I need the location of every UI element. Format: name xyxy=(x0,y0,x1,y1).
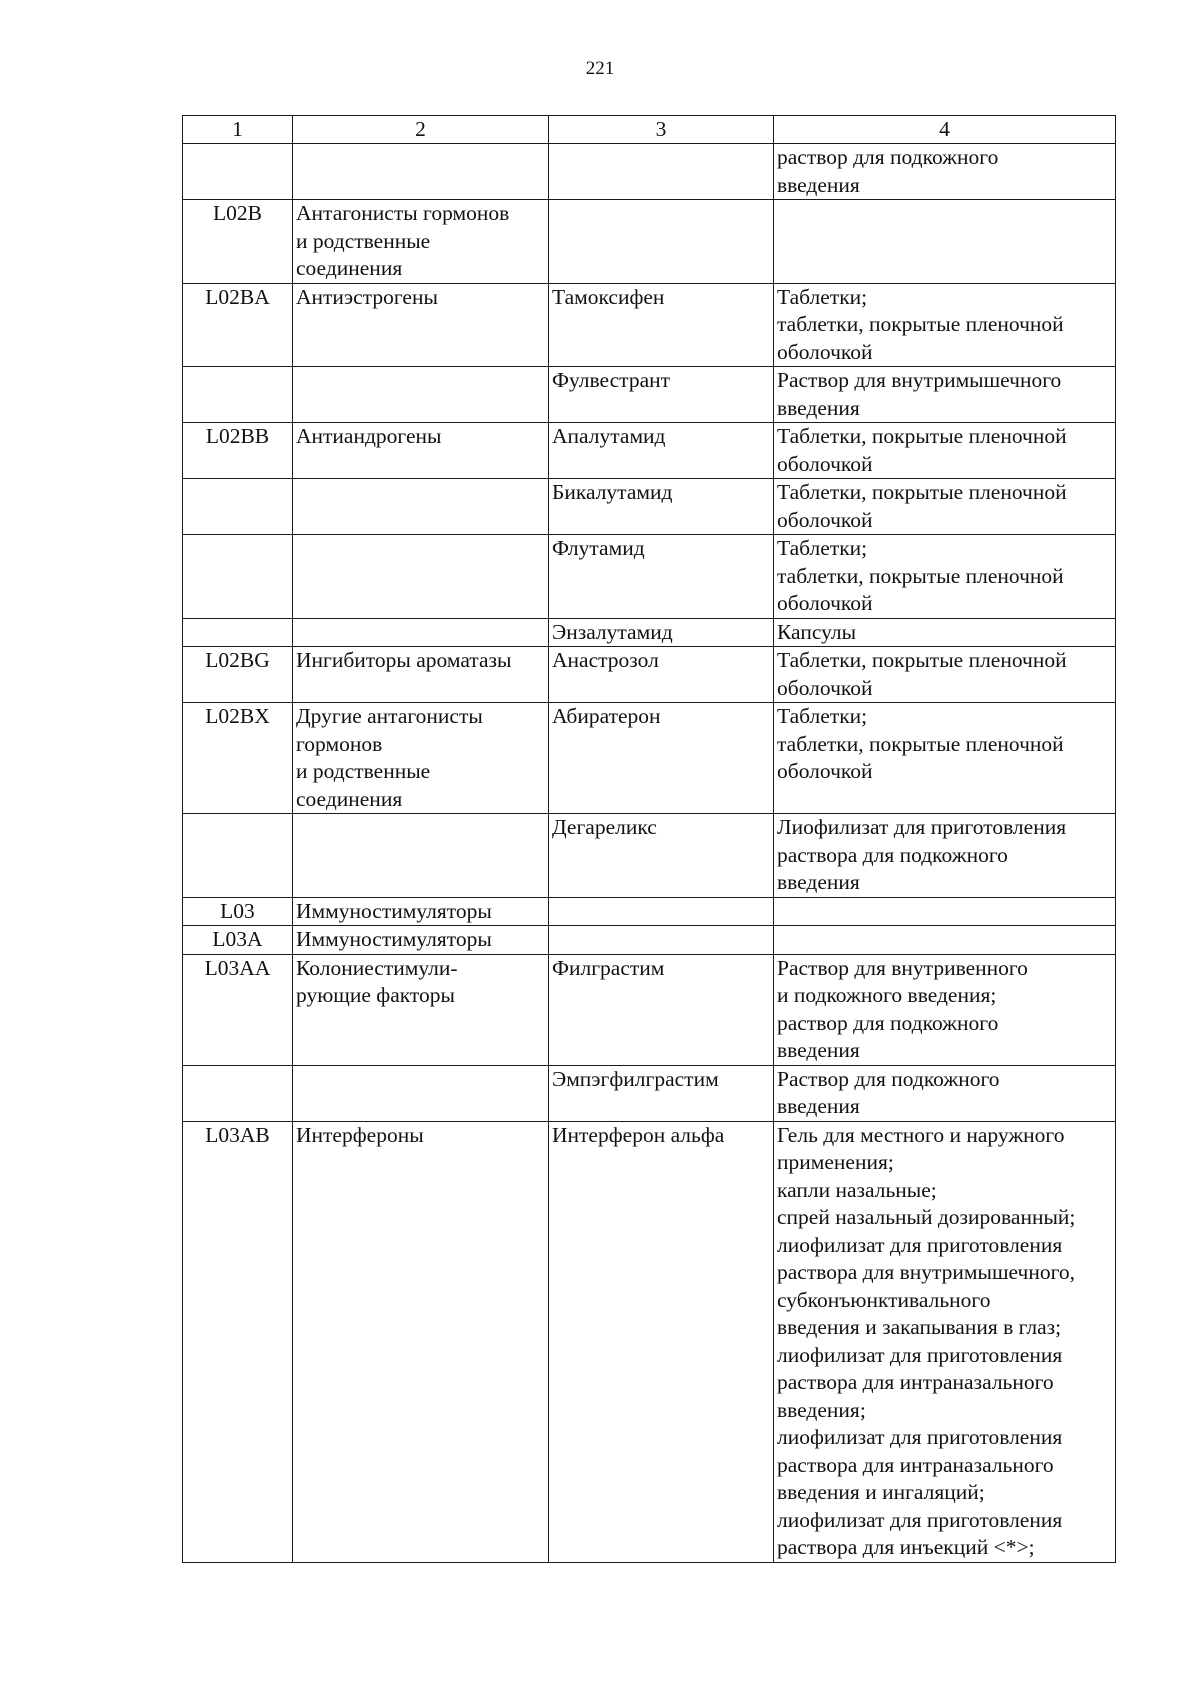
dosage-form-line: Таблетки, покрытые пленочной xyxy=(777,648,1067,672)
dosage-form-line: Гель для местного и наружного xyxy=(777,1122,1065,1147)
dosage-forms-cell xyxy=(774,926,1116,955)
dosage-form-line: таблетки, покрытые пленочной xyxy=(777,312,1064,336)
group-line: Ингибиторы ароматазы xyxy=(296,648,512,672)
dosage-form-line: Раствор для внутримышечного xyxy=(777,368,1062,392)
table-row xyxy=(183,144,1116,200)
atc-code-cell xyxy=(183,814,293,898)
anatomical-group-cell xyxy=(293,703,549,814)
dosage-form-line: таблетки, покрытые пленочной xyxy=(777,563,1064,588)
anatomical-group-cell xyxy=(293,1121,549,1562)
dosage-form-line: оболочкой xyxy=(777,591,873,615)
anatomical-group-cell xyxy=(293,1065,549,1121)
dosage-form-line: оболочкой xyxy=(777,759,873,783)
dosage-form-line: введения xyxy=(777,1038,860,1062)
drug-name-cell: Флутамид xyxy=(549,535,774,619)
anatomical-group-cell xyxy=(293,283,549,367)
drug-name-cell: Интерферон альфа xyxy=(549,1121,774,1562)
table-row xyxy=(183,423,1116,479)
medicines-table xyxy=(182,115,1116,1563)
dosage-form-line: раствора для подкожного xyxy=(777,842,1008,867)
group-line: Иммуностимуляторы xyxy=(296,898,492,923)
atc-code-cell: L02BX xyxy=(183,703,293,814)
dosage-form-line: введения xyxy=(777,172,860,197)
dosage-form-line: лиофилизат для приготовления xyxy=(777,1425,1063,1449)
atc-code-cell xyxy=(183,479,293,535)
dosage-form-line: Таблетки; xyxy=(777,704,868,728)
group-line: Интерфероны xyxy=(296,1122,424,1147)
drug-name-cell: Анастрозол xyxy=(549,647,774,703)
drug-name-cell xyxy=(549,144,774,200)
dosage-form-line: оболочкой xyxy=(777,339,873,364)
drug-name-cell: Дегареликс xyxy=(549,814,774,898)
dosage-form-line: Таблетки; xyxy=(777,536,868,560)
atc-code-cell xyxy=(183,618,293,647)
atc-code-cell xyxy=(183,144,293,200)
dosage-form-line: Раствор для внутривенного xyxy=(777,955,1028,980)
dosage-form-line: лиофилизат для приготовления xyxy=(777,1342,1063,1367)
dosage-forms-cell xyxy=(774,535,1116,619)
dosage-form-line: Капсулы xyxy=(777,619,857,644)
group-line: Колониестимули- xyxy=(296,955,458,980)
dosage-form-line: введения и закапывания в глаз; xyxy=(777,1315,1062,1339)
drug-name-cell: Бикалутамид xyxy=(549,479,774,535)
anatomical-group-cell xyxy=(293,647,549,703)
anatomical-group-cell xyxy=(293,367,549,423)
table-row xyxy=(183,367,1116,423)
drug-name-cell: Тамоксифен xyxy=(549,283,774,367)
dosage-form-line: субконъюнктивального xyxy=(777,1287,991,1312)
group-line: Антиэстрогены xyxy=(296,284,438,309)
dosage-form-line: раствора для инъекций <*>; xyxy=(777,1535,1035,1559)
header-cell-2: 2 xyxy=(293,116,549,144)
anatomical-group-cell xyxy=(293,926,549,955)
dosage-form-line: оболочкой xyxy=(777,507,873,532)
group-line: соединения xyxy=(296,786,403,811)
page-number: 221 xyxy=(585,58,615,79)
group-line: соединения xyxy=(296,256,403,280)
anatomical-group-cell xyxy=(293,200,549,284)
dosage-form-line: введения xyxy=(777,870,860,894)
group-line: Иммуностимуляторы xyxy=(296,927,492,951)
dosage-forms-cell xyxy=(774,618,1116,647)
dosage-forms-cell xyxy=(774,814,1116,898)
dosage-forms-cell xyxy=(774,367,1116,423)
dosage-form-line: применения; xyxy=(777,1150,894,1174)
dosage-forms-cell xyxy=(774,200,1116,284)
dosage-forms-cell xyxy=(774,283,1116,367)
anatomical-group-cell xyxy=(293,954,549,1065)
atc-code-cell: L02BB xyxy=(183,423,293,479)
dosage-forms-cell xyxy=(774,954,1116,1065)
dosage-form-line: раствор для подкожного xyxy=(777,1010,999,1035)
table-row xyxy=(183,926,1116,955)
group-line: и родственные xyxy=(296,228,431,253)
group-line: Антиандрогены xyxy=(296,424,442,448)
dosage-form-line: введения и ингаляций; xyxy=(777,1480,985,1504)
atc-code-cell: L02B xyxy=(183,200,293,284)
drug-name-cell xyxy=(549,897,774,926)
dosage-forms-cell xyxy=(774,1121,1116,1562)
atc-code-cell: L02BA xyxy=(183,283,293,367)
anatomical-group-cell xyxy=(293,535,549,619)
anatomical-group-cell xyxy=(293,897,549,926)
group-line: гормонов xyxy=(296,731,383,756)
dosage-form-line: Таблетки, покрытые пленочной xyxy=(777,424,1067,448)
table-row xyxy=(183,618,1116,647)
table-row xyxy=(183,897,1116,926)
dosage-forms-cell xyxy=(774,647,1116,703)
dosage-form-line: спрей назальный дозированный; xyxy=(777,1205,1076,1229)
table-row xyxy=(183,814,1116,898)
dosage-form-line: Таблетки; xyxy=(777,284,868,309)
header-cell-3: 3 xyxy=(549,116,774,144)
dosage-form-line: оболочкой xyxy=(777,451,873,476)
table-row xyxy=(183,200,1116,284)
drug-name-cell xyxy=(549,200,774,284)
dosage-form-line: введения xyxy=(777,1094,860,1118)
dosage-forms-cell xyxy=(774,1065,1116,1121)
anatomical-group-cell xyxy=(293,479,549,535)
anatomical-group-cell xyxy=(293,618,549,647)
group-line: рующие факторы xyxy=(296,983,455,1007)
table-body xyxy=(183,116,1116,1563)
atc-code-cell: L02BG xyxy=(183,647,293,703)
dosage-form-line: и подкожного введения; xyxy=(777,983,997,1007)
dosage-form-line: раствора для внутримышечного, xyxy=(777,1260,1075,1284)
drug-name-cell xyxy=(549,926,774,955)
dosage-form-line: раствора для интраназального xyxy=(777,1452,1054,1477)
anatomical-group-cell xyxy=(293,423,549,479)
table-header-row xyxy=(183,116,1116,144)
anatomical-group-cell xyxy=(293,144,549,200)
dosage-form-line: лиофилизат для приготовления xyxy=(777,1232,1063,1257)
dosage-form-line: Раствор для подкожного xyxy=(777,1066,1000,1091)
atc-code-cell xyxy=(183,1065,293,1121)
drug-name-cell: Филграстим xyxy=(549,954,774,1065)
drug-name-cell: Абиратерон xyxy=(549,703,774,814)
atc-code-cell: L03AB xyxy=(183,1121,293,1562)
table-row xyxy=(183,479,1116,535)
dosage-form-line: введения xyxy=(777,395,860,420)
dosage-forms-cell xyxy=(774,479,1116,535)
atc-code-cell xyxy=(183,535,293,619)
dosage-form-line: введения; xyxy=(777,1397,866,1422)
dosage-form-line: Таблетки, покрытые пленочной xyxy=(777,480,1067,504)
anatomical-group-cell xyxy=(293,814,549,898)
drug-name-cell: Энзалутамид xyxy=(549,618,774,647)
group-line: Другие антагонисты xyxy=(296,704,483,728)
table-row xyxy=(183,1065,1116,1121)
dosage-form-line: Лиофилизат для приготовления xyxy=(777,815,1067,839)
dosage-forms-cell xyxy=(774,703,1116,814)
group-line: и родственные xyxy=(296,759,431,783)
drug-name-cell: Эмпэгфилграстим xyxy=(549,1065,774,1121)
header-cell-1: 1 xyxy=(183,116,293,144)
drug-name-cell: Фулвестрант xyxy=(549,367,774,423)
header-cell-4: 4 xyxy=(774,116,1116,144)
drug-name-cell: Апалутамид xyxy=(549,423,774,479)
dosage-form-line: капли назальные; xyxy=(777,1177,937,1202)
table-row xyxy=(183,1121,1116,1562)
dosage-forms-cell xyxy=(774,423,1116,479)
table-row xyxy=(183,283,1116,367)
dosage-form-line: лиофилизат для приготовления xyxy=(777,1507,1063,1532)
table-row xyxy=(183,647,1116,703)
table-row xyxy=(183,535,1116,619)
dosage-forms-cell xyxy=(774,144,1116,200)
atc-code-cell: L03AA xyxy=(183,954,293,1065)
dosage-form-line: раствора для интраназального xyxy=(777,1370,1054,1394)
atc-code-cell xyxy=(183,367,293,423)
table-row xyxy=(183,703,1116,814)
dosage-form-line: раствор для подкожного xyxy=(777,145,999,169)
dosage-forms-cell xyxy=(774,897,1116,926)
atc-code-cell: L03A xyxy=(183,926,293,955)
atc-code-cell: L03 xyxy=(183,897,293,926)
dosage-form-line: таблетки, покрытые пленочной xyxy=(777,731,1064,756)
table-row xyxy=(183,954,1116,1065)
group-line: Антагонисты гормонов xyxy=(296,201,510,225)
dosage-form-line: оболочкой xyxy=(777,675,873,700)
